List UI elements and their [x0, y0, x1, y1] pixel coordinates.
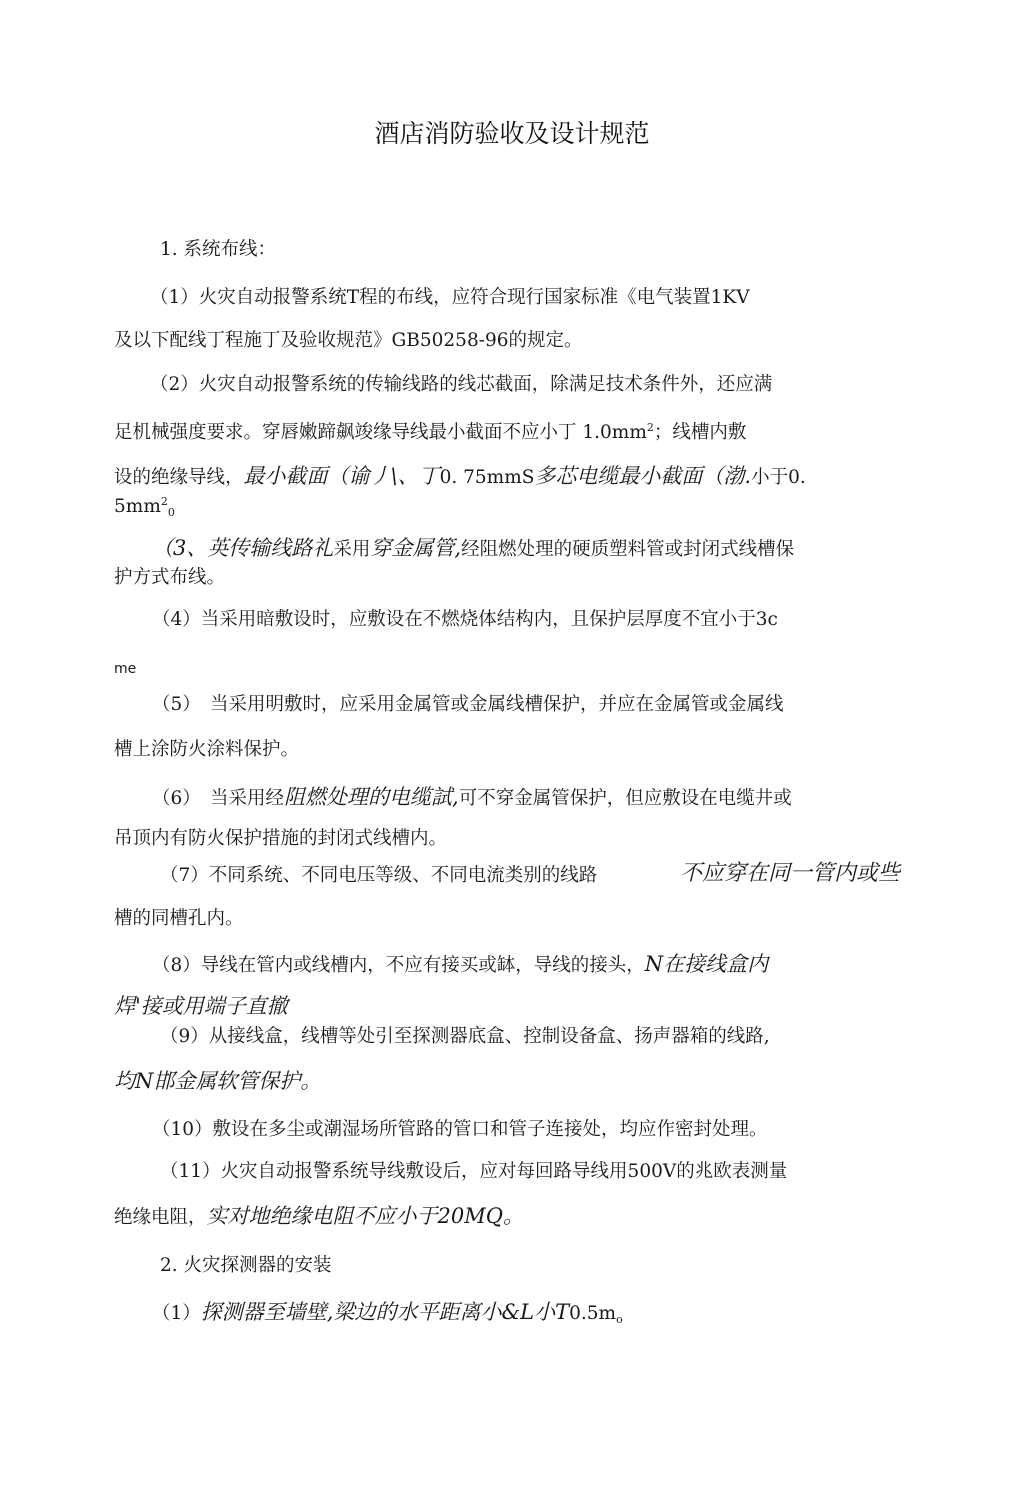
paragraph-line: （1）火灾自动报警系统T程的布线，应符合现行国家标准《电气装置1KV [150, 287, 750, 308]
paragraph-line [114, 463, 806, 491]
italic-text-run: 穿金属管, [370, 536, 462, 560]
text-run: 设的绝缘导线， [114, 467, 244, 488]
text-run: （1） [152, 1303, 201, 1324]
paragraph-line [152, 951, 768, 979]
italic-text-run: 阻燃处理的电缆試, [284, 785, 459, 809]
paragraph-line [114, 1203, 524, 1231]
paragraph-line: （5） 当采用明敷时，应采用金属管或金属线槽保护，并应在金属管或金属线 [152, 694, 784, 715]
paragraph-line: （7）不同系统、不同电压等级、不同电流类别的线路 [160, 865, 598, 886]
text-run: 足机械强度要求。穿唇嫩蹄飙竣缘导线最小截面不应小丁 1.0mm [114, 422, 647, 443]
section-heading: 1. 系统布线： [160, 239, 277, 260]
italic-text-run: N在接线盒内 [644, 952, 769, 976]
text-run: 采用 [333, 539, 371, 560]
paragraph-line: 护方式布线。 [114, 567, 226, 588]
paragraph-line: me [114, 661, 137, 677]
text-run: 绝缘电阻， [114, 1207, 207, 1228]
paragraph-line: （9）从接线盒，线槽等处引至探测器底盒、控制设备盒、扬声器箱的线路, [160, 1026, 770, 1047]
section-heading: 2. 火灾探测器的安装 [160, 1255, 332, 1276]
paragraph-line: 槽上涂防火涂料保护。 [114, 739, 300, 760]
italic-text-run: 均N邯金属软管保护。 [114, 1069, 322, 1093]
subscript: 0 [167, 506, 175, 519]
italic-text-run: 探测器至墙壁,梁边的水平距离小&L小T [200, 1300, 570, 1324]
text-run: 可不穿金属管保护，但应敷设在电缆井或 [458, 788, 792, 809]
paragraph-line [152, 535, 794, 563]
text-run: 小于0. [751, 467, 806, 488]
italic-text-run: （3、英传输线路礼 [152, 536, 334, 560]
text-run: 0. 75mmS [439, 467, 535, 488]
paragraph-line: （4）当采用暗敷设时，应敷设在不燃烧体结构内，且保护层厚度不宜小于3c [152, 609, 778, 630]
paragraph-line [114, 494, 175, 520]
paragraph-line [152, 1299, 623, 1327]
italic-text-run: 不应穿在同一管内或些 [680, 861, 901, 886]
text-run: 0.5m [569, 1303, 617, 1324]
italic-text-run: 多芯电缆最小截面（渤. [534, 464, 752, 488]
italic-text-run: 最小截面（谕丿\、丁 [243, 464, 440, 488]
paragraph-line: 及以下配线丁程施丁及验收规范》GB50258-96的规定。 [114, 330, 583, 351]
superscript: 2 [160, 495, 168, 508]
paragraph-line: （10）敷设在多尘或潮湿场所管路的管口和管子连接处，均应作密封处理。 [152, 1119, 768, 1140]
paragraph-line: （2）火灾自动报警系统的传输线路的线芯截面，除满足技术条件外，还应满 [150, 374, 773, 395]
italic-text-run: 焊'接或用端子直撤 [114, 994, 288, 1018]
text-run: ；线槽内敷 [653, 422, 747, 443]
document-title: 酒店消防验收及设计规范 [374, 119, 650, 148]
paragraph-line: 槽的同槽孔内。 [114, 908, 244, 929]
italic-text-run: 实对地绝缘电阻不应小于20MQ。 [206, 1204, 524, 1228]
text-run: 经阻燃处理的硬质塑料管或封闭式线槽保 [461, 539, 795, 560]
paragraph-line: （11）火灾自动报警系统导线敷设后，应对每回路导线用500V的兆欧表测量 [160, 1161, 788, 1182]
text-run: 5mm [114, 496, 161, 517]
text-run: （8）导线在管内或线槽内，不应有接买或缽，导线的接头， [152, 955, 645, 976]
subscript: o [616, 1313, 623, 1326]
superscript: 2 [646, 421, 654, 434]
text-run: （6） 当采用经 [152, 788, 285, 809]
paragraph-line [114, 420, 746, 446]
paragraph-line: 吊顶内有防火保护措施的封闭式线槽内。 [114, 828, 448, 849]
paragraph-line [152, 784, 792, 812]
